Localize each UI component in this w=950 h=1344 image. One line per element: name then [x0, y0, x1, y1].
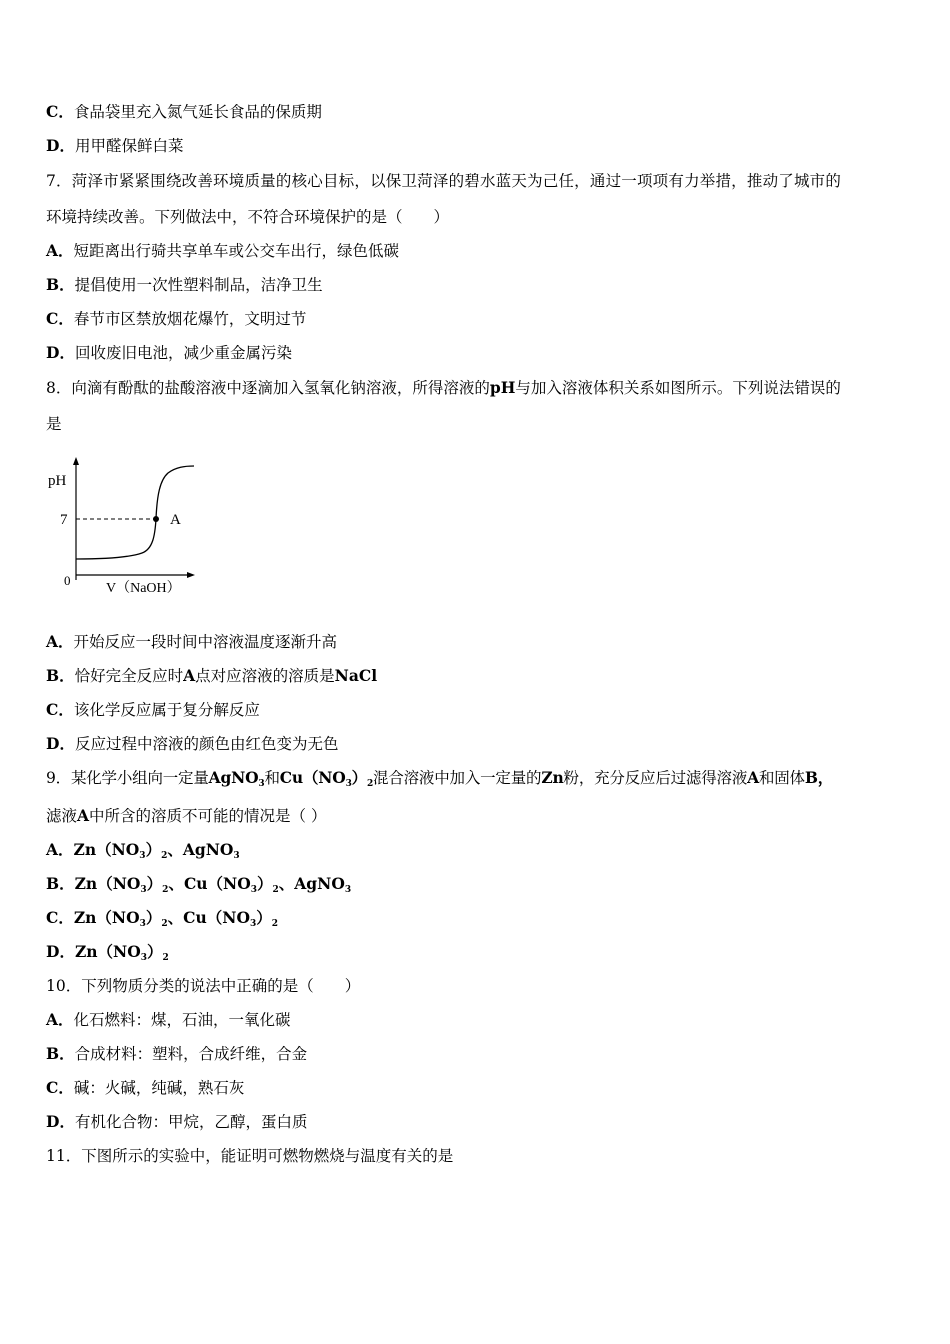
ph-curve-graph: [40, 455, 210, 605]
point-a-label: A: [170, 512, 181, 528]
q9-option-b: B．$Zn(NO_3)_2$、$Cu(NO_3)_2$、AgNO$_3$: [46, 874, 352, 895]
question-10-stem: 10．下列物质分类的说法中正确的是（ ）: [46, 977, 361, 995]
q8-option-d: D．反应过程中溶液的颜色由红色变为无色: [46, 734, 339, 753]
option-d-prev: D．用甲醛保鲜白菜: [46, 136, 184, 155]
question-8-stem-line2: 是: [46, 415, 62, 433]
question-7-stem-line2: 环境持续改善。下列做法中，不符合环境保护的是（ ）: [46, 208, 450, 226]
q7-option-a: A．短距离出行骑共享单车或公交车出行，绿色低碳: [46, 241, 400, 260]
q7-option-c: C．春节市区禁放烟花爆竹，文明过节: [46, 309, 307, 328]
y-axis-label: pH: [48, 473, 67, 489]
question-11-stem: 11．下图所示的实验中，能证明可燃物燃烧与温度有关的是: [46, 1147, 454, 1165]
q8-option-c: C．该化学反应属于复分解反应: [46, 700, 260, 719]
x-axis-arrow: [187, 572, 195, 578]
option-c-prev: C．食品袋里充入氮气延长食品的保质期: [46, 102, 322, 121]
q10-option-c: C．碱：火碱，纯碱，熟石灰: [46, 1078, 245, 1097]
question-7-stem: 7．菏泽市紧紧围绕改善环境质量的核心目标，以保卫菏泽的碧水蓝天为己任，通过一项项有力举措，推动了城市的: [46, 172, 842, 190]
q8-option-a: A．开始反应一段时间中溶液温度逐渐升高: [46, 632, 338, 651]
origin-label: 0: [64, 573, 71, 588]
question-9-stem: 9．某化学小组向一定量AgNO$_3$和$Cu(NO_3)_2$混合溶液中加入一定量的Zn粉，充分反应后过滤得溶液A和固体B，: [46, 768, 834, 789]
q7-option-d: D．回收废旧电池，减少重金属污染: [46, 343, 292, 362]
q9-option-a: A．$Zn(NO_3)_2$、AgNO$_3$: [46, 840, 240, 861]
q9-option-c: C．$Zn(NO_3)_2$、$Cu(NO_3)_2$: [46, 908, 278, 929]
x-axis-label: V（NaOH）: [106, 581, 181, 596]
q10-option-b: B．合成材料：塑料，合成纤维，合金: [46, 1044, 308, 1063]
point-a-marker: [153, 516, 159, 522]
q9-option-d: D．$Zn(NO_3)_2$: [46, 942, 169, 963]
question-9-stem-line2: 滤液A中所含的溶质不可能的情况是（ ）: [46, 806, 327, 825]
y-tick-7: 7: [60, 512, 68, 528]
y-axis-arrow: [73, 457, 79, 465]
q10-option-d: D．有机化合物：甲烷，乙醇，蛋白质: [46, 1112, 308, 1131]
q8-option-b: B．恰好完全反应时A点对应溶液的溶质是NaCl: [46, 666, 378, 685]
q7-option-b: B．提倡使用一次性塑料制品，洁净卫生: [46, 275, 323, 294]
q10-option-a: A．化石燃料：煤，石油，一氧化碳: [46, 1010, 291, 1029]
question-8-stem: 8．向滴有酚酞的盐酸溶液中逐滴加入氢氧化钠溶液，所得溶液的pH与加入溶液体积关系如图所示。下列说法错误的: [46, 378, 841, 397]
